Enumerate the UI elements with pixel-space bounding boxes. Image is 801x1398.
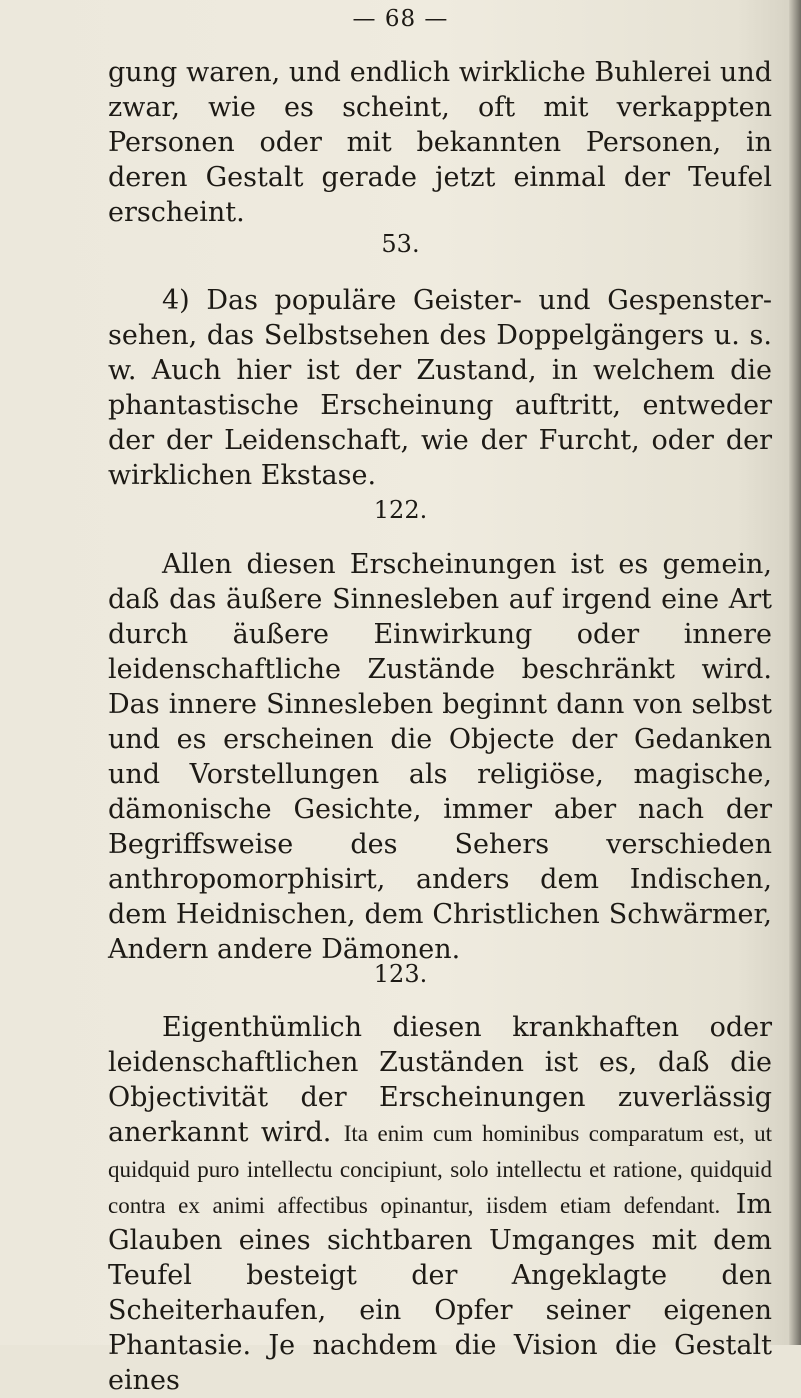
paragraph-text: gung waren, und endlich wirkliche Buhlerei und zwar, wie es scheint, oft mit verkappten Personen oder mit bekannten Personen, in deren Gestalt gerade jetzt einmal der Teufel erscheint.: [108, 57, 772, 228]
page-number: — 68 —: [352, 6, 449, 32]
paragraph-53: [108, 283, 772, 493]
paragraph-text: 4) Das populäre Geister- und Gespenster-sehen, das Selbstsehen des Doppelgängers u. s. w. Auch hier ist der Zustand, in welchem die phantastische Erscheinung auftritt, entweder der der Leidenschaft, wie der Furcht, oder der wirklichen Ekstase.: [108, 285, 772, 491]
section-number: 53.: [381, 230, 420, 258]
german-text-continued: Im Glauben eines sichtbaren Umganges mit dem Teufel besteigt der Angeklagte den Scheiterhaufen, ein Opfer seiner eigenen Phantasie. Je nachdem die Vision die Gestalt eines: [108, 1189, 772, 1396]
section-number: 122.: [373, 496, 428, 524]
paragraph-continuation: [108, 55, 772, 230]
latin-quotation: Ita enim cum hominibus comparatum est, ut quidquid puro intellectu concipiunt, solo intellectu et ratione, quidquid contra ex animi affectibus opinantur, iisdem etiam defendant.: [108, 1121, 772, 1218]
paragraph-text: Allen diesen Erscheinungen ist es gemein, daß das äußere Sinnesleben auf irgend eine Art durch äußere Einwirkung oder innere leidenschaftliche Zustände beschränkt wird. Das innere Sinnesleben beginnt dann von selbst und es erscheinen die Objecte der Gedanken und Vorstellungen als religiöse, magische, dämonische Gesichte, immer aber nach der Begriffsweise des Sehers verschieden anthropomorphisirt, anders dem Indischen, dem Heidnischen, dem Christlichen Schwärmer, Andern andere Dämonen.: [108, 549, 772, 965]
paragraph-text: [108, 1010, 772, 1398]
paragraph-123: [108, 1010, 772, 1398]
page-edge-shadow: [789, 0, 801, 1345]
german-text: Eigenthümlich diesen krankhaften oder leidenschaftlichen Zuständen ist es, daß die Objectivität der Erscheinungen zuverlässig anerkannt wird.: [108, 1012, 772, 1148]
section-number: 123.: [373, 960, 428, 988]
paragraph-122: [108, 547, 772, 967]
